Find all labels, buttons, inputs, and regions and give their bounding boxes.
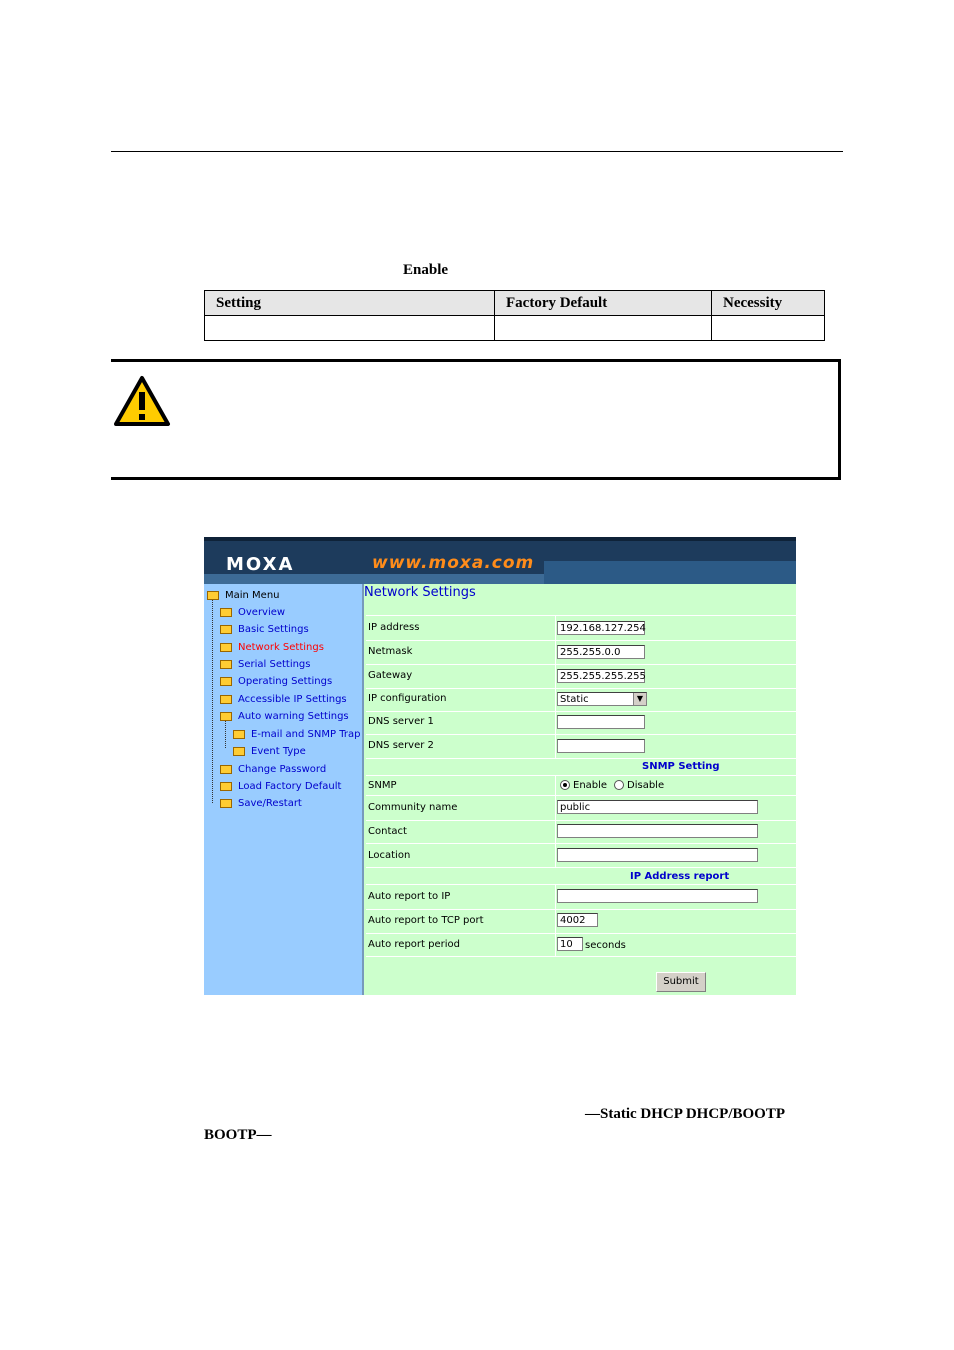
menu-item-accessible-ip[interactable]: Accessible IP Settings — [220, 694, 347, 705]
banner-strip — [204, 537, 796, 541]
warning-icon — [113, 375, 171, 427]
attention-box — [111, 359, 841, 480]
folder-icon — [220, 625, 232, 634]
ip-config-options-text: —Static DHCP DHCP/BOOTP — [585, 1106, 785, 1122]
row-divider — [366, 615, 796, 616]
folder-icon — [220, 799, 232, 808]
ip-config-select[interactable]: Static ▼ — [557, 692, 647, 706]
row-divider — [366, 956, 796, 957]
menu-item-operating-settings[interactable]: Operating Settings — [220, 676, 332, 687]
cell-necessity — [712, 316, 825, 341]
row-divider — [366, 867, 796, 868]
folder-icon — [220, 765, 232, 774]
site-url[interactable]: www.moxa.com — [372, 553, 535, 573]
auto-report-period-label: Auto report period — [368, 939, 460, 950]
folder-icon — [220, 695, 232, 704]
row-divider — [366, 734, 796, 735]
row-divider — [366, 775, 796, 776]
gateway-label: Gateway — [368, 670, 413, 681]
folder-icon — [220, 608, 232, 617]
submit-button[interactable]: Submit — [656, 972, 706, 992]
banner — [204, 537, 796, 584]
menu-item-save-restart[interactable]: Save/Restart — [220, 798, 302, 809]
radio-empty-icon — [614, 780, 624, 790]
period-unit: seconds — [585, 940, 626, 951]
ip-config-label: IP configuration — [368, 693, 447, 704]
netmask-input[interactable]: 255.255.0.0 — [557, 645, 645, 659]
banner-accent — [544, 561, 796, 584]
table-header-row — [205, 291, 825, 316]
header-rule — [111, 151, 843, 152]
dns2-input[interactable] — [557, 739, 645, 753]
radio-selected-icon — [560, 780, 570, 790]
contact-input[interactable] — [557, 824, 758, 838]
web-console-screenshot — [204, 537, 796, 995]
tree-line — [212, 596, 213, 803]
folder-icon — [233, 747, 245, 756]
menu-item-overview[interactable]: Overview — [220, 607, 285, 618]
menu-item-event-type[interactable]: Event Type — [233, 746, 306, 757]
auto-report-port-label: Auto report to TCP port — [368, 915, 484, 926]
auto-report-ip-input[interactable] — [557, 889, 758, 903]
auto-report-period-input[interactable]: 10 — [557, 937, 583, 951]
row-divider — [366, 843, 796, 844]
community-label: Community name — [368, 802, 458, 813]
folder-icon — [220, 712, 232, 721]
netmask-label: Netmask — [368, 646, 413, 657]
row-divider — [366, 688, 796, 689]
folder-icon — [207, 591, 219, 600]
menu-item-load-factory-default[interactable]: Load Factory Default — [220, 781, 341, 792]
folder-icon — [220, 660, 232, 669]
menu-root[interactable]: Main Menu — [207, 590, 280, 601]
auto-report-ip-label: Auto report to IP — [368, 891, 451, 902]
cell-setting — [205, 316, 495, 341]
header-necessity: Necessity — [712, 291, 825, 316]
row-divider — [366, 758, 796, 759]
banner-bar — [204, 574, 544, 584]
row-divider — [366, 884, 796, 885]
column-divider — [555, 615, 556, 758]
snmp-enable-radio[interactable]: Enable — [560, 780, 607, 791]
row-divider — [366, 795, 796, 796]
folder-icon — [220, 643, 232, 652]
gateway-input[interactable]: 255.255.255.255 — [557, 669, 645, 683]
bootp-text: BOOTP— — [204, 1127, 272, 1143]
folder-icon — [233, 730, 245, 739]
folder-icon — [220, 677, 232, 686]
ip-address-input[interactable]: 192.168.127.254 — [557, 621, 645, 635]
chevron-down-icon[interactable]: ▼ — [633, 693, 646, 705]
dns2-label: DNS server 2 — [368, 740, 434, 751]
row-divider — [366, 909, 796, 910]
row-divider — [366, 820, 796, 821]
moxa-logo: MOXA — [226, 554, 295, 575]
column-divider — [555, 775, 556, 867]
menu-item-change-password[interactable]: Change Password — [220, 764, 326, 775]
tree-line — [225, 718, 226, 748]
location-input[interactable] — [557, 848, 758, 862]
header-setting: Setting — [205, 291, 495, 316]
snmp-label: SNMP — [368, 780, 397, 791]
menu-item-network-settings[interactable]: Network Settings — [220, 642, 324, 653]
dns1-label: DNS server 1 — [368, 716, 434, 727]
ip-address-label: IP address — [368, 622, 420, 633]
auto-report-port-input[interactable]: 4002 — [557, 913, 598, 927]
row-divider — [366, 640, 796, 641]
community-input[interactable]: public — [557, 800, 758, 814]
page-title: Network Settings — [364, 585, 476, 600]
contact-label: Contact — [368, 826, 407, 837]
row-divider — [366, 711, 796, 712]
enable-label: Enable — [403, 262, 449, 278]
row-divider — [366, 933, 796, 934]
ip-address-report-heading: IP Address report — [630, 871, 730, 882]
row-divider — [366, 664, 796, 665]
column-divider — [555, 884, 556, 956]
menu-item-serial-settings[interactable]: Serial Settings — [220, 659, 311, 670]
menu-item-email-snmp-trap[interactable]: E-mail and SNMP Trap — [233, 729, 360, 740]
snmp-disable-radio[interactable]: Disable — [614, 780, 664, 791]
location-label: Location — [368, 850, 411, 861]
cell-factory-default — [495, 316, 712, 341]
snmp-setting-heading: SNMP Setting — [642, 761, 720, 772]
table-row — [205, 316, 825, 341]
menu-item-basic-settings[interactable]: Basic Settings — [220, 624, 309, 635]
dns1-input[interactable] — [557, 715, 645, 729]
header-factory-default: Factory Default — [495, 291, 712, 316]
menu-item-auto-warning[interactable]: Auto warning Settings — [220, 711, 349, 722]
folder-icon — [220, 782, 232, 791]
settings-table — [204, 290, 825, 341]
main-menu-panel — [204, 584, 364, 995]
